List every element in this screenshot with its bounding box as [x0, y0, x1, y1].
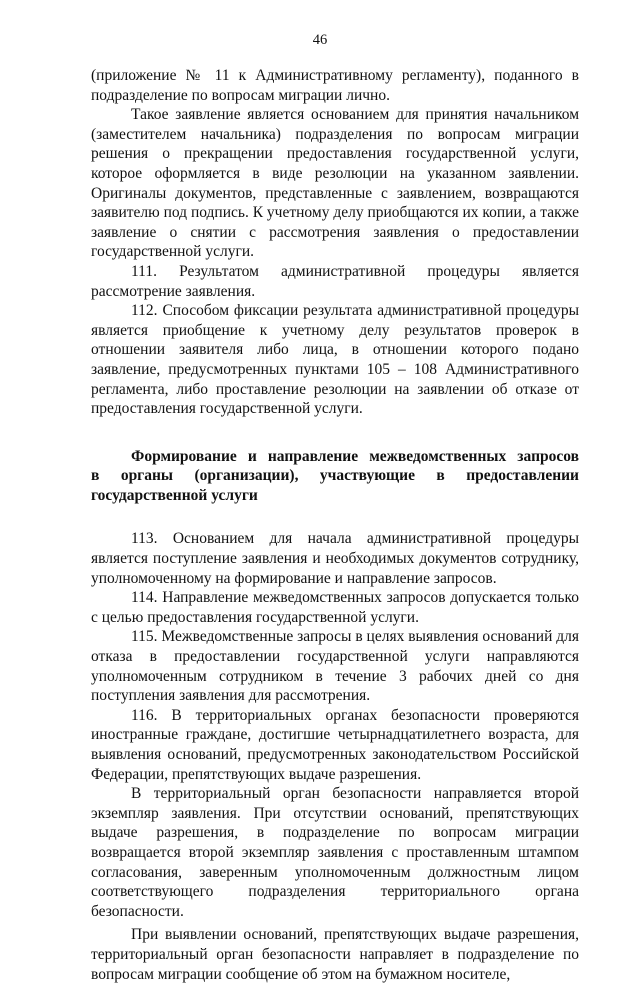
paragraph-111: 111. Результатом административной процедуры является рассмотрение заявления. [91, 262, 579, 300]
page-number: 46 [312, 32, 328, 48]
section-heading-line-3: государственной услуги [91, 486, 258, 504]
section-heading [91, 447, 579, 506]
paragraph-second-copy: В территориальный орган безопасности направляется второй экземпляр заявления. При отсутствии оснований, препятствующих выдаче разрешения, в подразделение по вопросам миграции возвращается второй экземпляр заявления с проставленным штампом согласования, заверенным уполномоченным должностным лицом соответствующего подразделения территориального органа безопасности. [91, 785, 579, 920]
paragraph-grounds: При выявлении оснований, препятствующих выдаче разрешения, территориальный орган безопасности направляет в подразделение по вопросам миграции сообщение об этом на бумажном носителе, [91, 926, 579, 983]
paragraph-continuation: (приложение № 11 к Административному регламенту), поданного в подразделение по вопросам миграции лично. [91, 67, 579, 104]
paragraph-112: 112. Способом фиксации результата административной процедуры является приобщение к учетному делу результатов проверок в отношении заявителя либо лица, в отношении которого подано заявление, предусмотренных пунктами 105 – 108 Административного регламента, либо проставление резолюции на заявлении об отказе от предоставления государственной услуги. [91, 302, 579, 418]
paragraph-116: 116. В территориальных органах безопасности проверяются иностранные граждане, достигшие четырнадцатилетнего возраста, для выявления оснований, предусмотренных законодательством Российской Федерации, препятствующих выдаче разрешения. [91, 706, 579, 783]
section-heading-line-1: Формирование и направление межведомственных запросов [131, 447, 579, 465]
document-body [91, 66, 579, 984]
section-heading-line-2: в органы (организации), участвующие в предоставлении [91, 467, 579, 485]
paragraph-113: 113. Основанием для начала административной процедуры является поступление заявления и необходимых документов сотруднику, уполномоченному на формирование и направление запросов. [91, 530, 579, 587]
paragraph-decision: Такое заявление является основанием для принятия начальником (заместителем начальника) подразделения по вопросам миграции решения о прекращении предоставления государственной услуги, которое оформляется в виде резолюции на указанном заявлении. Оригиналы документов, представленные с заявлением, возвращаются заявителю под подпись. К учетному делу приобщаются их копии, а также заявление о снятии с рассмотрения заявления о предоставлении государственной услуги. [91, 106, 580, 261]
paragraph-114: 114. Направление межведомственных запросов допускается только с целью предоставления государственной услуги. [91, 589, 579, 626]
paragraph-115: 115. Межведомственные запросы в целях выявления оснований для отказа в предоставлении государственной услуги направляются уполномоченным сотрудником в течение 3 рабочих дней со дня поступления заявления для рассмотрения. [91, 628, 579, 705]
